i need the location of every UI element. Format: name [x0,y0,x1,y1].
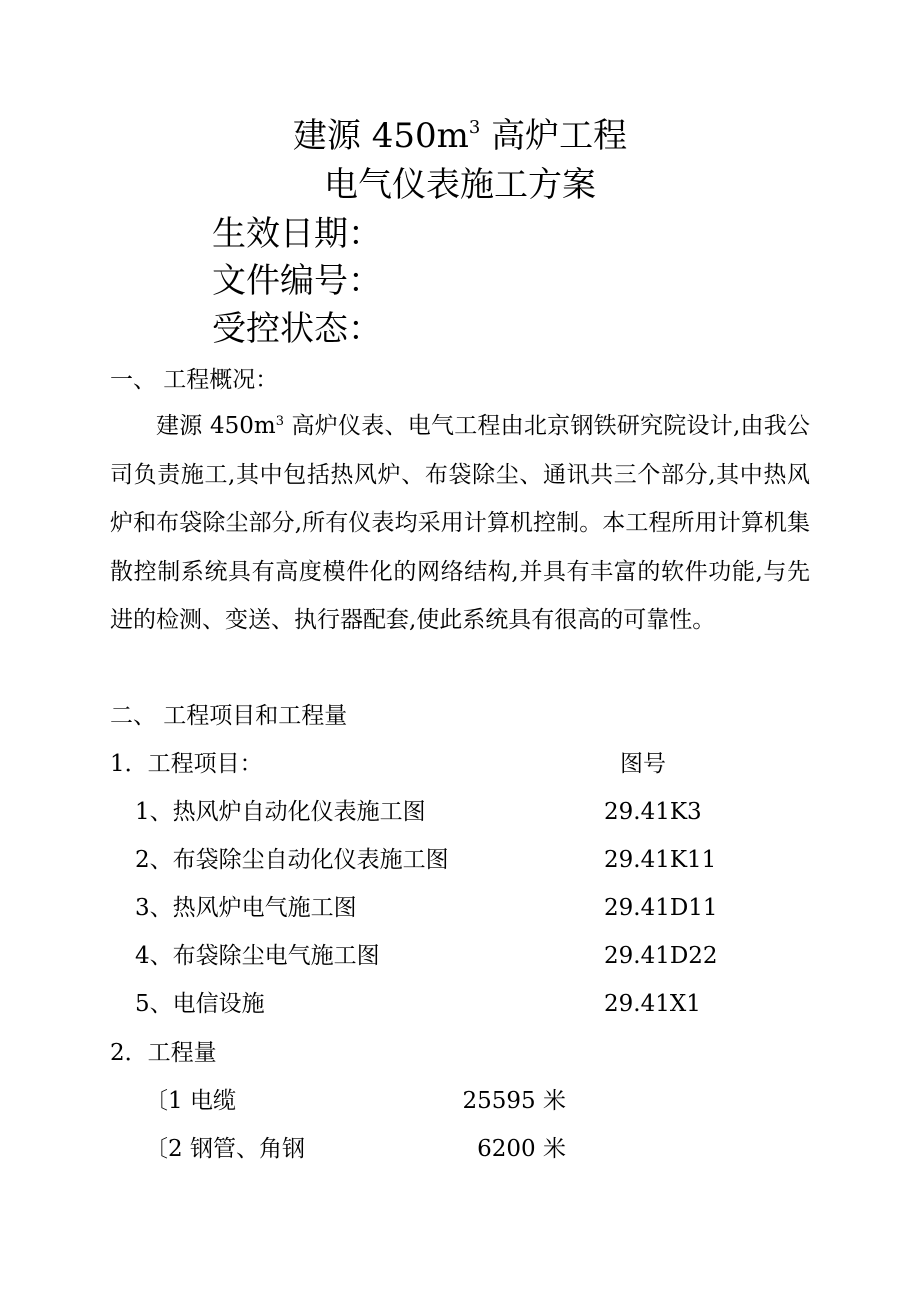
project-item-code: 29.41D11 [604,895,718,921]
document-title-line1 [0,116,920,156]
overview-superscript: 3 [275,414,285,429]
overview-body: 高炉仪表、电气工程由北京钢铁研究院设计,由我公司负责施工,其中包括热风炉、布袋除尘、通讯共三个部分,其中热风炉和布袋除尘部分,所有仪表均采用计算机控制。本工程所用计算机集散控制系统具有高度模件化的网络结构,并具有丰富的软件功能,与先进的检测、变送、执行器配套,使此系统具有很高的可靠性。 [110,413,811,634]
project-item-name: 4、布袋除尘电气施工图 [135,943,380,969]
quantity-item-amount: 25595 米 [462,1088,566,1114]
project-item-name: 1、热风炉自动化仪表施工图 [135,799,426,825]
project-item-code: 29.41D22 [604,943,718,969]
projects-label: 1．工程项目： [110,751,263,777]
file-number-label: 文件编号： [212,261,382,301]
project-item-code: 29.41X1 [604,991,701,1017]
project-item-name: 3、热风炉电气施工图 [135,895,357,921]
project-item-name: 2、布袋除尘自动化仪表施工图 [135,847,449,873]
quantity-item-amount: 6200 米 [477,1136,566,1162]
control-status-label: 受控状态： [212,309,382,349]
project-item-name: 5、电信设施 [135,991,265,1017]
effective-date-label: 生效日期： [212,214,382,254]
section-heading-projects: 二、 工程项目和工程量 [110,703,348,729]
title-prefix: 建源 450m [292,116,469,156]
title-superscript: 3 [468,117,481,138]
document-title-line2: 电气仪表施工方案 [324,165,596,205]
project-item-code: 29.41K3 [604,799,702,825]
drawing-number-header: 图号 [620,751,666,777]
quantity-item-name: 〔1 电缆 [145,1088,236,1114]
overview-prefix: 建源 450m [156,413,276,439]
quantity-item-name: 〔2 钢管、角钢 [145,1136,305,1162]
overview-paragraph [110,402,810,645]
title-suffix: 高炉工程 [480,116,628,156]
section-heading-overview: 一、 工程概况： [110,367,279,393]
project-item-code: 29.41K11 [604,847,717,873]
quantities-label: 2．工程量 [110,1040,217,1066]
